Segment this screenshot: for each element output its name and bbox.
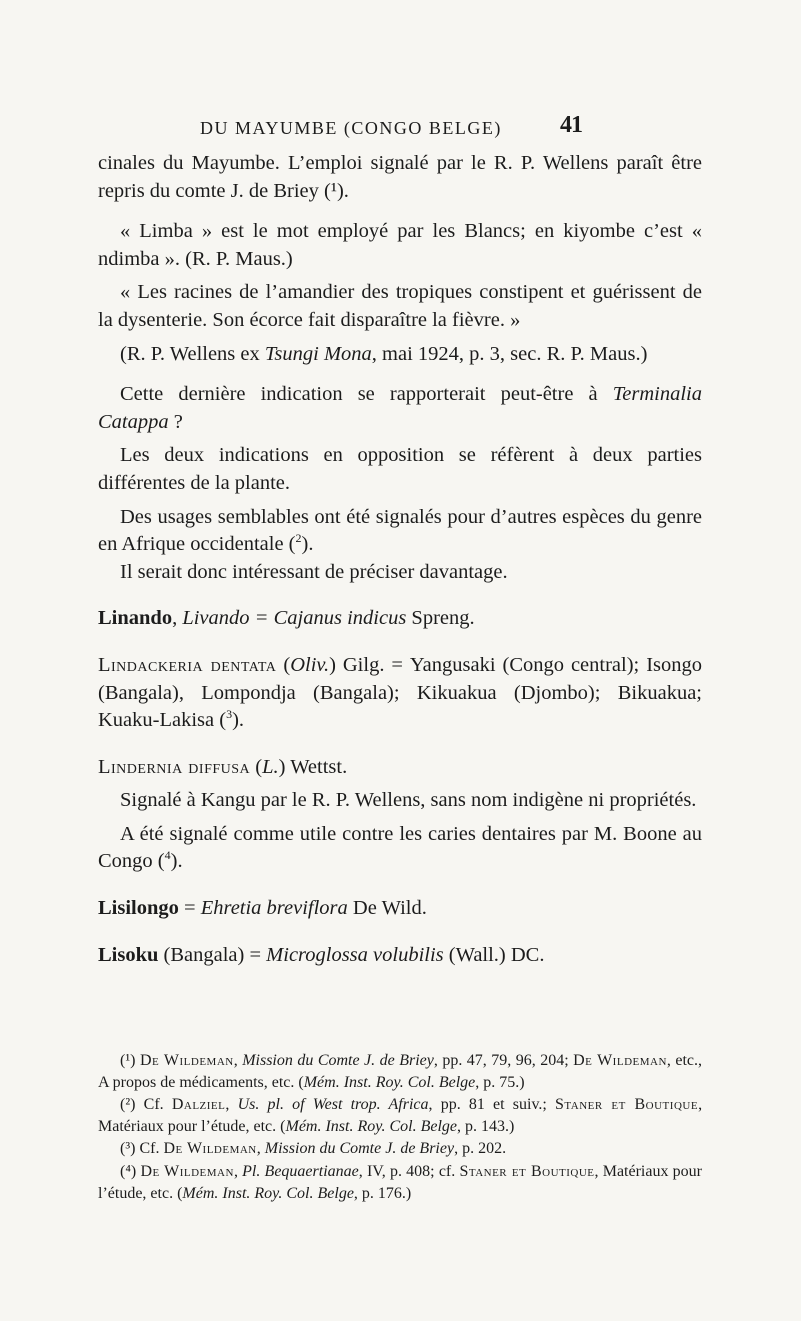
- body-text: [98, 150, 702, 969]
- entry-lindernia: Lindernia diffusa (L.) Wettst.: [98, 755, 348, 778]
- running-head: DU MAYUMBE (CONGO BELGE): [200, 118, 502, 138]
- paragraph: « Limba » est le mot employé par les Blancs; en kiyombe c’est « ndimba ». (R. P. Maus.): [98, 220, 702, 270]
- citation-paragraph: (R. P. Wellens ex Tsungi Mona, mai 1924, p. 3, sec. R. P. Maus.): [120, 342, 648, 365]
- quotation-paragraph: « Les racines de l’amandier des tropiques constipent et guérissent de la dysenterie. Son écorce fait disparaître la fièvre. »: [98, 281, 702, 331]
- footnote-ref: 3: [226, 707, 233, 722]
- paragraph: cinales du Mayumbe. L’emploi signalé par le R. P. Wellens paraît être repris du comte J. de Briey (¹).: [98, 152, 702, 202]
- paragraph: Il serait donc intéressant de préciser davantage.: [120, 560, 508, 583]
- paragraph: Des usages semblables ont été signalés pour d’autres espèces du genre en Afrique occidentale ($^2$).: [98, 505, 702, 556]
- footnote-ref: 2: [295, 531, 302, 546]
- footnote: (¹) De Wildeman, Mission du Comte J. de Briey, pp. 47, 79, 96, 204; De Wildeman, etc., A propos de médicaments, etc. (Mém. Inst. Roy. Col. Belge, p. 75.): [98, 1052, 703, 1091]
- paragraph: A été signalé comme utile contre les caries dentaires par M. Boone au Congo ($^4$).: [98, 822, 702, 873]
- page-header: [0, 112, 801, 146]
- paragraph: Signalé à Kangu par le R. P. Wellens, sans nom indigène ni propriétés.: [120, 789, 697, 812]
- footnotes: [98, 1050, 702, 1205]
- footnote: (²) Cf. Dalziel, Us. pl. of West trop. Africa, pp. 81 et suiv.; Staner et Boutique, Matériaux pour l’étude, etc. (Mém. Inst. Roy. Col. Belge, p. 143.): [98, 1096, 703, 1135]
- page-number: 41: [560, 112, 582, 138]
- paragraph: Les deux indications en opposition se réfèrent à deux parties différentes de la plante.: [98, 444, 702, 494]
- footnote-ref: 4: [164, 848, 171, 863]
- footnote: (³) Cf. De Wildeman, Mission du Comte J. de Briey, p. 202.: [120, 1140, 507, 1158]
- paragraph: Cette dernière indication se rapporterait peut-être à Terminalia Catappa ?: [98, 383, 702, 433]
- entry-lisilongo: Lisilongo = Ehretia breviflora De Wild.: [98, 897, 427, 920]
- entry-lisoku: Lisoku (Bangala) = Microglossa volubilis (Wall.) DC.: [98, 943, 545, 966]
- entry-lindackeria: Lindackeria dentata (Oliv.) Gilg. = Yangusaki (Congo central); Isongo (Bangala), Lompondja (Bangala); Kikuakua (Djombo); Bikuakua; Kuaku-Lakisa ($^3$).: [98, 653, 702, 732]
- footnote: (⁴) De Wildeman, Pl. Bequaertianae, IV, p. 408; cf. Staner et Boutique, Matériaux pour l’étude, etc. (Mém. Inst. Roy. Col. Belge, p. 176.): [98, 1162, 703, 1202]
- entry-linando: Linando, Livando = Cajanus indicus Spreng.: [98, 607, 475, 630]
